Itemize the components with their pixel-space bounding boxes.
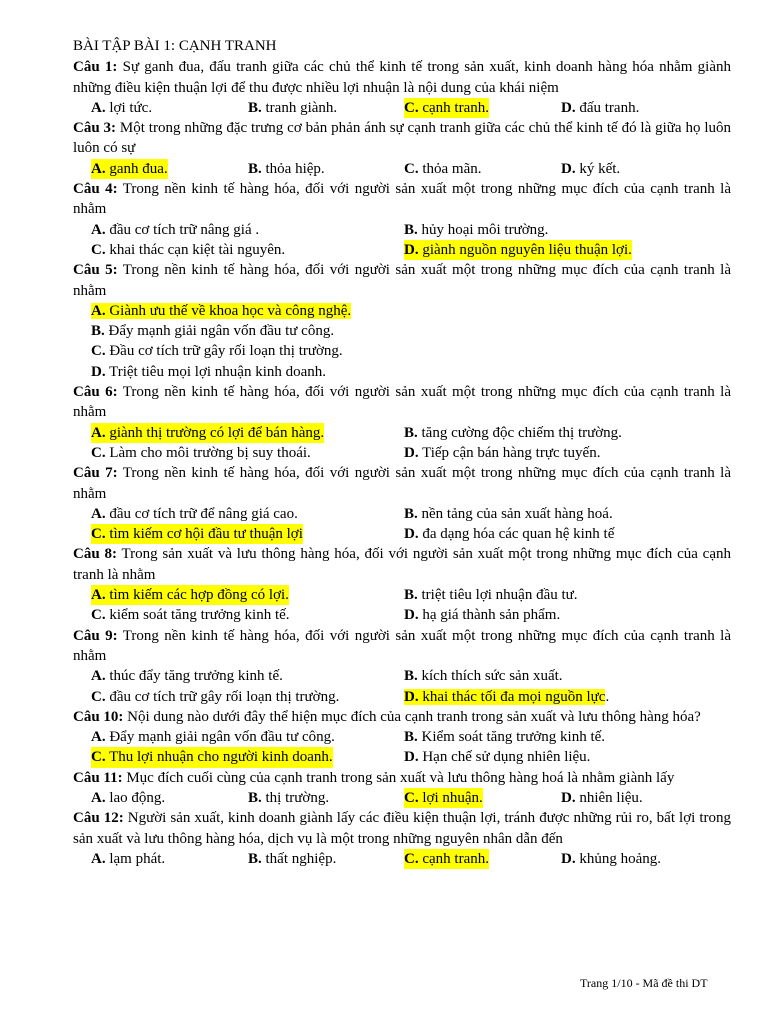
- option-d: D. nhiên liệu.: [561, 789, 643, 806]
- option-b: B. nền tảng của sản xuất hàng hoá.: [404, 505, 613, 522]
- option-d: D. khai thác tối đa mọi nguồn lực.: [404, 688, 610, 705]
- question-text: Một trong những đặc trưng cơ bản phản ánh sự cạnh tranh giữa các chủ thể kinh tế đó là giữa họ luôn luôn có sự: [73, 120, 731, 157]
- question-text: Sự ganh đua, đấu tranh giữa các chủ thể kinh tế trong sản xuất, kinh doanh hàng hóa nhằm giành những điều kiện thuận lợi để thu được nhiều lợi nhuận là nội dung của khái niệm: [73, 59, 732, 96]
- question-number: Câu 1:: [73, 59, 118, 76]
- option-c: C. thỏa mãn.: [404, 160, 482, 177]
- question-text: Mục đích cuối cùng của cạnh tranh trong sản xuất và lưu thông hàng hoá là nhằm giành lấy: [126, 769, 675, 786]
- question-4: [73, 179, 731, 260]
- option-c: C. đầu cơ tích trữ gây rối loạn thị trường.: [91, 688, 340, 705]
- question-number: Câu 12:: [73, 810, 124, 827]
- option-a: [73, 301, 731, 321]
- question-number: Câu 8:: [73, 546, 117, 563]
- option-b: B. Đẩy mạnh giải ngân vốn đầu tư công.: [91, 323, 335, 340]
- page-footer: Trang 1/10 - Mã đề thi DT: [580, 976, 708, 990]
- option-d: D. Hạn chế sử dụng nhiên liệu.: [404, 749, 591, 766]
- option-d: D. Triệt tiêu mọi lợi nhuận kinh doanh.: [91, 363, 327, 380]
- question-1: [73, 57, 731, 118]
- option-c-highlighted: C. Thu lợi nhuận cho người kinh doanh.: [91, 747, 333, 767]
- option-b: B. thất nghiệp.: [248, 850, 337, 867]
- question-12: [73, 808, 731, 869]
- option-a-highlighted: A. tìm kiếm các hợp đồng có lợi.: [91, 585, 289, 605]
- question-number: Câu 10:: [73, 708, 124, 725]
- question-number: Câu 7:: [73, 465, 118, 482]
- highlighted-answer: D. khai thác tối đa mọi nguồn lực: [404, 688, 606, 705]
- option-c-highlighted: C. cạnh tranh.: [404, 98, 489, 118]
- option-d: D. Tiếp cận bán hàng trực tuyến.: [404, 444, 601, 461]
- option-b: B. thị trường.: [248, 789, 330, 806]
- option-d: D. đa dạng hóa các quan hệ kinh tế: [404, 526, 615, 543]
- option-c: C. khai thác cạn kiệt tài nguyên.: [91, 241, 286, 258]
- option-c: C. Đầu cơ tích trữ gây rối loạn thị trường.: [91, 343, 343, 360]
- question-text: Trong nền kinh tế hàng hóa, đối với người sản xuất một trong những mục đích của cạnh tranh là nhằm: [73, 384, 731, 421]
- option-b: B. kích thích sức sản xuất.: [404, 668, 563, 685]
- option-a: A. lao động.: [91, 789, 166, 806]
- option-a: A. lợi tức.: [91, 99, 153, 116]
- question-5: [73, 260, 731, 382]
- question-number: Câu 5:: [73, 262, 118, 279]
- option-d: D. đấu tranh.: [561, 99, 640, 116]
- option-b: B. triệt tiêu lợi nhuận đầu tư.: [404, 587, 578, 604]
- option-b: B. tăng cường độc chiếm thị trường.: [404, 424, 622, 441]
- question-number: Câu 11:: [73, 769, 123, 786]
- option-a: A. thúc đẩy tăng trưởng kinh tế.: [91, 668, 283, 685]
- question-text: Trong sản xuất và lưu thông hàng hóa, đối với người sản xuất một trong những mục đích của cạnh tranh là nhằm: [73, 546, 731, 583]
- question-3: [73, 118, 731, 179]
- option-c-highlighted: C. lợi nhuận.: [404, 788, 483, 808]
- question-number: Câu 4:: [73, 181, 118, 198]
- question-text: Trong nền kinh tế hàng hóa, đối với người sản xuất một trong những mục đích của cạnh tranh là nhằm: [73, 181, 731, 218]
- option-c: C. kiểm soát tăng trưởng kinh tế.: [91, 607, 290, 624]
- question-number: Câu 9:: [73, 627, 118, 644]
- option-b: B. Kiểm soát tăng trưởng kinh tế.: [404, 729, 606, 746]
- page-title: BÀI TẬP BÀI 1: CẠNH TRANH: [73, 38, 277, 54]
- question-number: Câu 6:: [73, 384, 118, 401]
- option-d: D. khủng hoảng.: [561, 850, 662, 867]
- question-text: Nội dung nào dưới đây thể hiện mục đích của cạnh tranh trong sản xuất và lưu thông hàng hóa?: [127, 708, 701, 725]
- question-text: Trong nền kinh tế hàng hóa, đối với người sản xuất một trong những mục đích của cạnh tranh là nhằm: [73, 465, 731, 502]
- option-c-highlighted: C. tìm kiếm cơ hội đầu tư thuận lợi: [91, 524, 303, 544]
- option-a-highlighted: A. giành thị trường có lợi để bán hàng.: [91, 423, 324, 443]
- option-b: B. thỏa hiệp.: [248, 160, 325, 177]
- question-text: Trong nền kinh tế hàng hóa, đối với người sản xuất một trong những mục đích của cạnh tranh là nhằm: [73, 627, 731, 664]
- option-a-highlighted: A. ganh đua.: [91, 159, 168, 179]
- question-number: Câu 3:: [73, 120, 117, 137]
- question-7: [73, 463, 731, 544]
- option-d-highlighted: D. giành nguồn nguyên liệu thuận lợi.: [404, 240, 632, 260]
- option-c: C. Làm cho môi trường bị suy thoái.: [91, 444, 311, 461]
- question-10: [73, 707, 731, 768]
- question-8: [73, 544, 731, 625]
- question-11: [73, 768, 731, 809]
- option-a: A. lạm phát.: [91, 850, 166, 867]
- option-d: D. ký kết.: [561, 160, 621, 177]
- question-text: Trong nền kinh tế hàng hóa, đối với người sản xuất một trong những mục đích của cạnh tranh là nhằm: [73, 262, 731, 299]
- option-b: B. tranh giành.: [248, 99, 338, 116]
- option-c-highlighted: C. cạnh tranh.: [404, 849, 489, 869]
- question-6: [73, 382, 731, 463]
- question-text: Người sản xuất, kinh doanh giành lấy các điều kiện thuận lợi, tránh được những rủi ro, bất lợi trong sản xuất và lưu thông hàng hóa, dịch vụ là một trong những nguyên nhân dẫn đến: [73, 810, 732, 847]
- question-9: [73, 626, 731, 707]
- document-page: [73, 36, 731, 869]
- highlighted-answer: A. Giành ưu thế về khoa học và công nghệ.: [91, 302, 352, 319]
- option-d: D. hạ giá thành sản phẩm.: [404, 607, 561, 624]
- option-a: A. đầu cơ tích trữ để nâng giá cao.: [91, 505, 298, 522]
- option-b: B. hủy hoại môi trường.: [404, 221, 549, 238]
- option-a: A. đầu cơ tích trữ nâng giá .: [91, 221, 260, 238]
- option-a: A. Đẩy mạnh giải ngân vốn đầu tư công.: [91, 729, 335, 746]
